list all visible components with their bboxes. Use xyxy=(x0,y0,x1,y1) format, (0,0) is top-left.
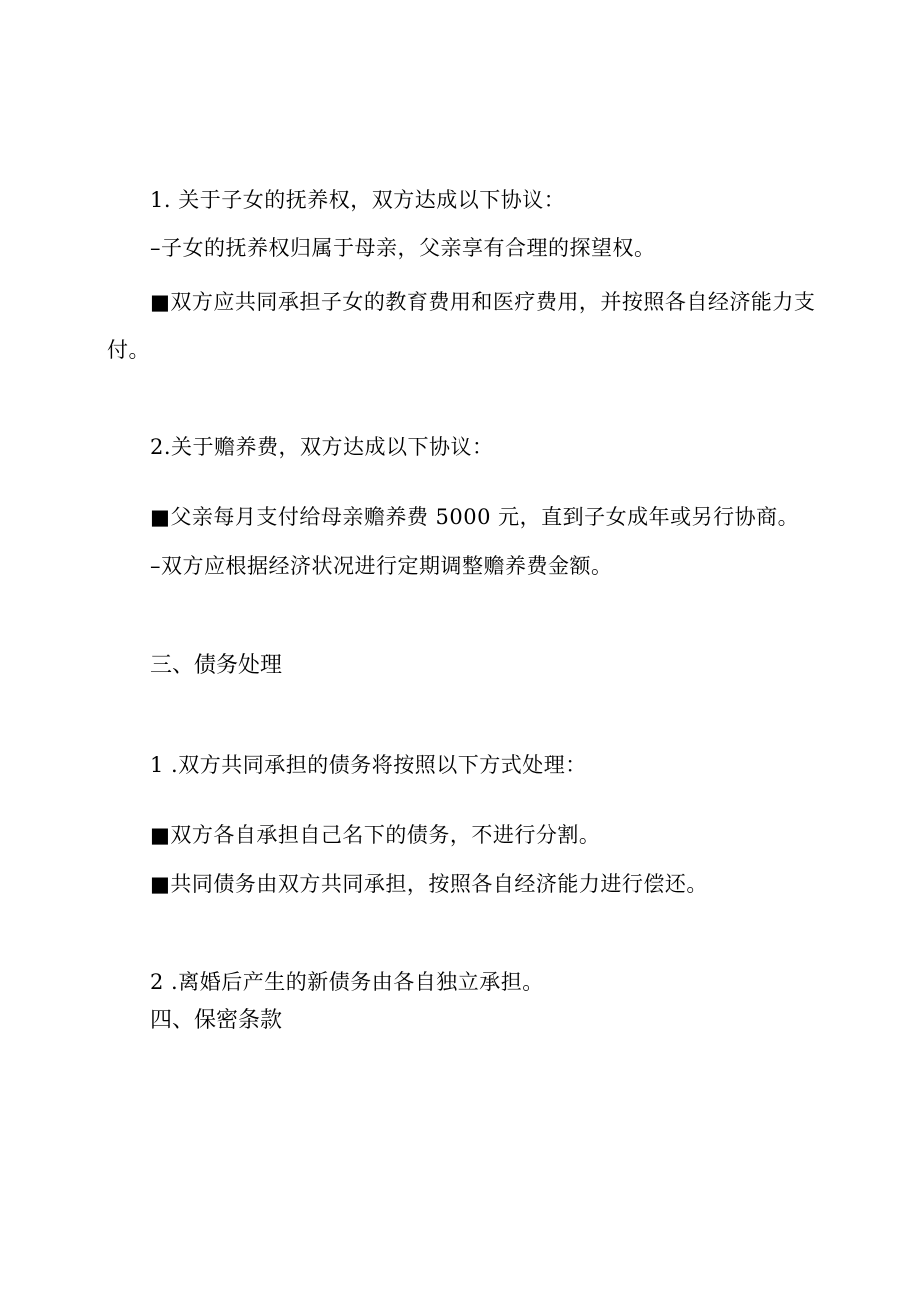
alimony-item-title: 2.关于赡养费，双方达成以下协议： xyxy=(150,435,494,459)
custody-point-2-continuation: 付。 xyxy=(107,338,150,362)
section-three-heading: 三、债务处理 xyxy=(150,653,283,678)
custody-point-2-text: 双方应共同承担子女的教育费用和医疗费用，并按照各自经济能力支 xyxy=(170,290,816,314)
debt-point-2-text: 共同债务由双方共同承担，按照各自经济能力进行偿还。 xyxy=(170,872,708,896)
square-bullet-icon: ■ xyxy=(150,505,171,529)
custody-point-1: –子女的抚养权归属于母亲，父亲享有合理的探望权。 xyxy=(150,236,656,260)
alimony-point-1-text: 父亲每月支付给母亲赡养费 5000 元，直到子女成年或另行协商。 xyxy=(170,505,800,529)
alimony-point-2: –双方应根据经济状况进行定期调整赡养费金额。 xyxy=(150,554,613,578)
square-bullet-icon: ■ xyxy=(150,872,171,896)
debt-point-2 xyxy=(150,869,708,899)
debt-item-title: 1 .双方共同承担的债务将按照以下方式处理： xyxy=(150,753,587,777)
debt-point-1-text: 双方各自承担自己名下的债务，不进行分割。 xyxy=(170,823,601,847)
custody-point-2 xyxy=(150,287,815,317)
new-debt-item: 2 .离婚后产生的新债务由各自独立承担。 xyxy=(150,970,544,994)
custody-item-title: 1. 关于子女的抚养权，双方达成以下协议： xyxy=(150,188,566,212)
square-bullet-icon: ■ xyxy=(150,290,171,314)
section-four-heading: 四、保密条款 xyxy=(150,1008,283,1033)
alimony-point-1 xyxy=(150,502,799,532)
square-bullet-icon: ■ xyxy=(150,823,171,847)
debt-point-1 xyxy=(150,820,600,850)
